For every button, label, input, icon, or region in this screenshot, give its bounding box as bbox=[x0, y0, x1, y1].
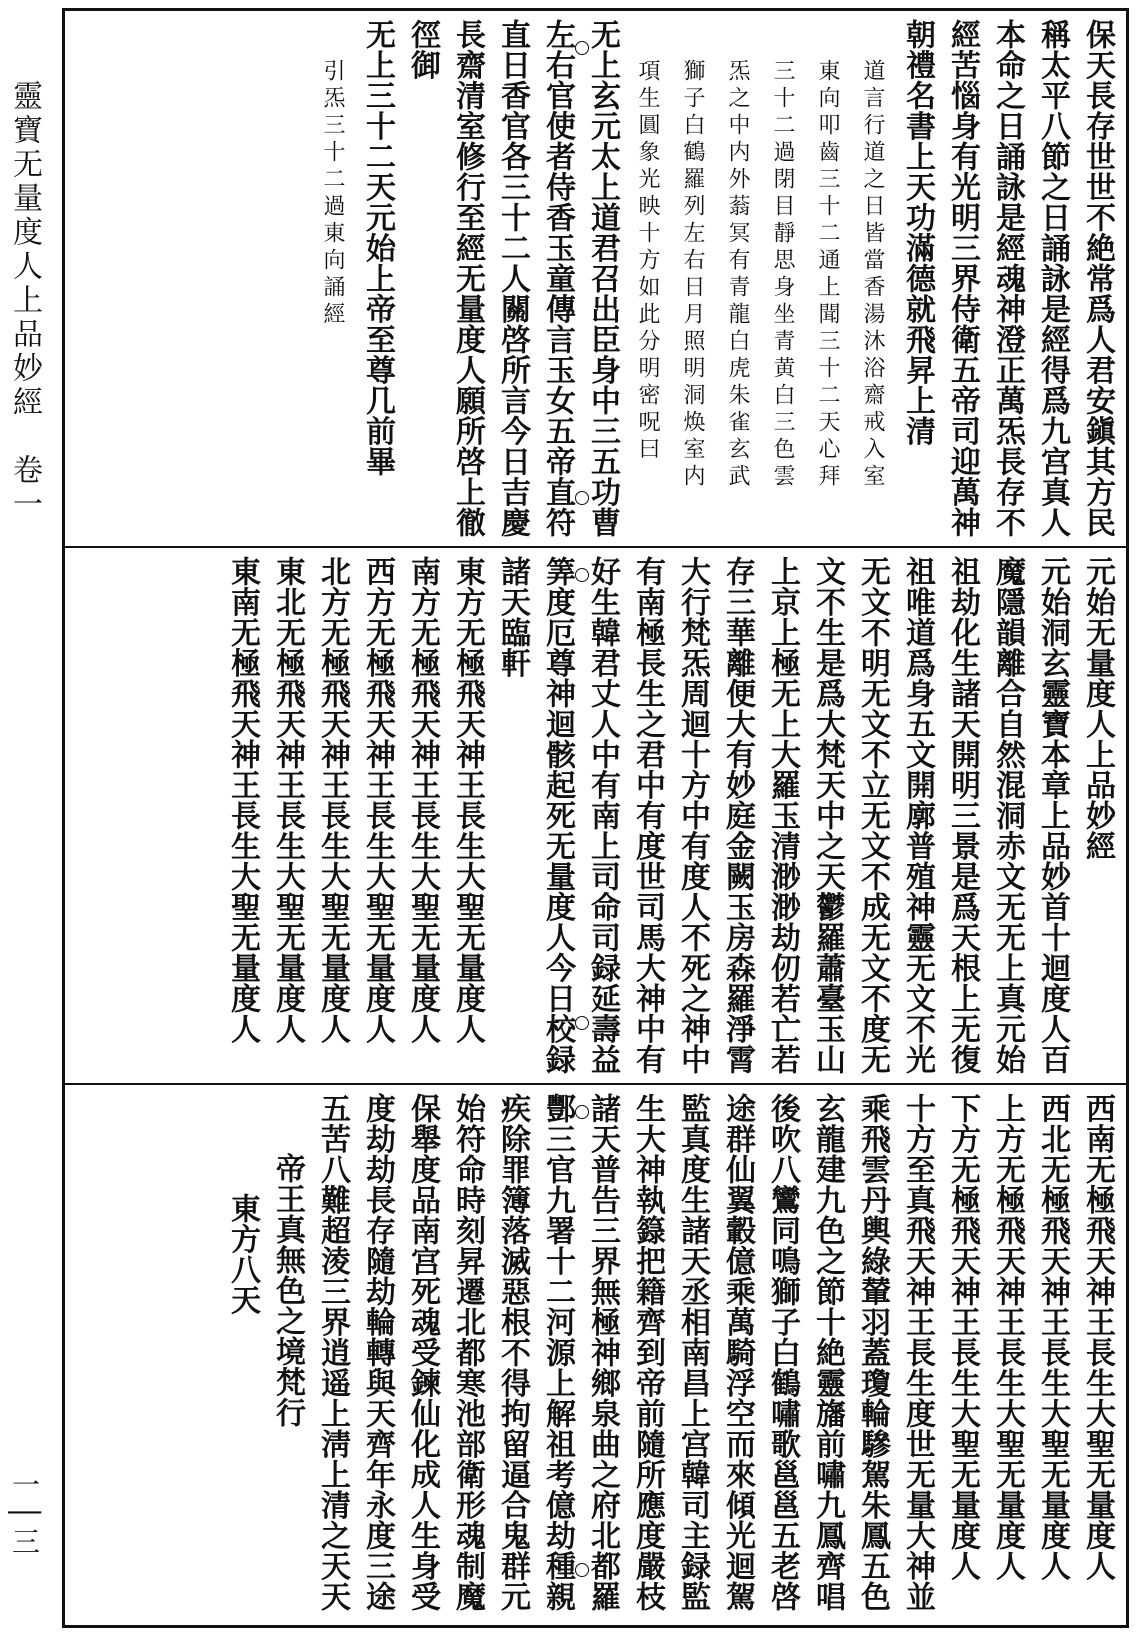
text-column: 西南无極飛天神王長生大聖无量度人 bbox=[1080, 1093, 1115, 1581]
text-column: 後吹八鸞同鳴獅子白鶴嘯歌邕邕五老啓 bbox=[765, 1093, 800, 1612]
text-column: 好生韓君丈人中有南上司命司録延壽益 bbox=[585, 556, 620, 1075]
text-column: 筭度厄尊神迴骸起死无量度人今日校録 bbox=[540, 556, 575, 1075]
circle-mark bbox=[575, 491, 589, 505]
text-panel-1 bbox=[65, 11, 1126, 548]
text-column: 十方至真飛天神王長生度世无量大神並 bbox=[900, 1093, 935, 1612]
page-frame bbox=[62, 8, 1129, 1628]
panel-1-columns bbox=[65, 19, 1120, 540]
circle-mark bbox=[575, 41, 589, 55]
text-column: 東方无極飛天神王長生大聖无量度人 bbox=[450, 556, 485, 1044]
text-column: 南方无極飛天神王長生大聖无量度人 bbox=[405, 556, 440, 1044]
text-column: 道言行道之日皆當香湯沐浴齋戒入室 bbox=[860, 59, 885, 491]
text-column: 无文不明无文不立无文不成无文不度无 bbox=[855, 556, 890, 1075]
text-column: 西方无極飛天神王長生大聖无量度人 bbox=[360, 556, 395, 1044]
text-column: 保舉度品南宫死魂受鍊仙化成人生身受 bbox=[405, 1093, 440, 1612]
text-column: 東南无極飛天神王長生大聖无量度人 bbox=[225, 556, 260, 1044]
text-column: 无上玄元太上道君召出臣身中三五功曹 bbox=[585, 19, 620, 538]
text-column: 帝王真無色之境梵行 bbox=[270, 1153, 305, 1428]
text-column: 獅子白鶴羅列左右日月照明洞焕室内 bbox=[680, 59, 705, 491]
text-panel-2 bbox=[65, 548, 1126, 1085]
circle-mark bbox=[575, 568, 589, 582]
text-column: 項生圓象光映十方如此分明密呪曰 bbox=[635, 59, 660, 464]
text-column: 西北无極飛天神王長生大聖无量度人 bbox=[1035, 1093, 1070, 1581]
text-column: 下方无極飛天神王長生大聖无量度人 bbox=[945, 1093, 980, 1581]
text-column: 玄龍建九色之節十絶靈旛前嘯九鳳齊唱 bbox=[810, 1093, 845, 1612]
text-column: 五苦八難超淩三界逍遥上淸上清之天天 bbox=[315, 1093, 350, 1612]
text-column: 北方无極飛天神王長生大聖无量度人 bbox=[315, 556, 350, 1044]
text-column: 東北无極飛天神王長生大聖无量度人 bbox=[270, 556, 305, 1044]
text-column: 監真度生諸天丞相南昌上宫韓司主録監 bbox=[675, 1093, 710, 1612]
text-column: 祖劫化生諸天開明三景是爲天根上无復 bbox=[945, 556, 980, 1075]
text-column: 上京上極无上大羅玉清渺渺劫仞若亡若 bbox=[765, 556, 800, 1075]
text-column: 朝禮名書上天功滿德就飛昇上清 bbox=[900, 19, 935, 446]
text-column: 祖唯道爲身五文開廓普殖神靈无文不光 bbox=[900, 556, 935, 1075]
circle-mark bbox=[575, 1563, 589, 1577]
text-column: 炁之中内外蓊冥有青龍白虎朱雀玄武 bbox=[725, 59, 750, 491]
text-column: 本命之日誦詠是經魂神澄正萬炁長存不 bbox=[990, 19, 1025, 538]
text-column: 生大神執籙把籍齊到帝前隨所應度嚴枝 bbox=[630, 1093, 665, 1612]
text-column: 諸天臨軒 bbox=[495, 556, 530, 678]
text-column: 保天長存世世不絶常爲人君安鎭其方民 bbox=[1080, 19, 1115, 538]
text-column: 无上三十二天元始上帝至尊几前畢 bbox=[360, 19, 395, 477]
text-column: 三十二過閉目靜思身坐青黄白三色雲 bbox=[770, 59, 795, 491]
text-column: 存三華離便大有妙庭金闕玉房森羅淨霄 bbox=[720, 556, 755, 1075]
text-column: 引炁三十二過東向誦經 bbox=[320, 59, 345, 329]
circle-mark bbox=[575, 1016, 589, 1030]
text-column: 東向叩齒三十二通上聞三十二天心拜 bbox=[815, 59, 840, 491]
text-column: 長齋清室修行至經无量度人願所啓上徹 bbox=[450, 19, 485, 538]
text-column: 酆三官九署十二河源上解祖考億劫種親 bbox=[540, 1093, 575, 1612]
text-column: 左右官使者侍香玉童傳言玉女五帝直符 bbox=[540, 19, 575, 538]
text-column: 疾除罪簿落滅惡根不得拘留逼合鬼群元 bbox=[495, 1093, 530, 1612]
text-column: 經苦惱身有光明三界侍衛五帝司迎萬神 bbox=[945, 19, 980, 538]
panel-3-columns bbox=[65, 1093, 1120, 1619]
text-column: 始符命時刻昇遷北都寒池部衛形魂制魔 bbox=[450, 1093, 485, 1612]
text-column: 元始洞玄靈寶本章上品妙首十迴度人百 bbox=[1035, 556, 1070, 1075]
text-column: 度劫劫長存隨劫輪轉與天齊年永度三途 bbox=[360, 1093, 395, 1612]
text-panel-3 bbox=[65, 1085, 1126, 1625]
panel-2-columns bbox=[65, 556, 1120, 1077]
text-column: 直日香官各三十二人關啓所言今日吉慶 bbox=[495, 19, 530, 538]
text-column: 諸天普告三界無極神鄉泉曲之府北都羅 bbox=[585, 1093, 620, 1612]
text-column: 上方无極飛天神王長生大聖无量度人 bbox=[990, 1093, 1025, 1581]
text-column: 途群仙翼轂億乘萬騎浮空而來傾光迴駕 bbox=[720, 1093, 755, 1612]
circle-mark bbox=[575, 1105, 589, 1119]
text-column: 大行梵炁周迴十方中有度人不死之神中 bbox=[675, 556, 710, 1075]
text-column: 有南極長生之君中有度世司馬大神中有 bbox=[630, 556, 665, 1075]
side-page-number: 一│三 bbox=[8, 1470, 41, 1561]
text-column: 東方八天 bbox=[225, 1193, 260, 1315]
text-column: 乘飛雲丹輿綠輦羽蓋瓊輪驂駕朱鳳五色 bbox=[855, 1093, 890, 1612]
text-column: 魔隱韻離合自然混洞赤文无无上真元始 bbox=[990, 556, 1025, 1075]
text-column: 元始无量度人上品妙經 bbox=[1080, 556, 1115, 861]
side-book-title: 靈寶无量度人上品妙經 卷一 bbox=[7, 80, 42, 522]
text-column: 徑御 bbox=[405, 19, 440, 80]
text-column: 文不生是爲大梵天中之天鬱羅蕭臺玉山 bbox=[810, 556, 845, 1075]
text-column: 稱太平八節之日誦詠是經得爲九宫真人 bbox=[1035, 19, 1070, 538]
